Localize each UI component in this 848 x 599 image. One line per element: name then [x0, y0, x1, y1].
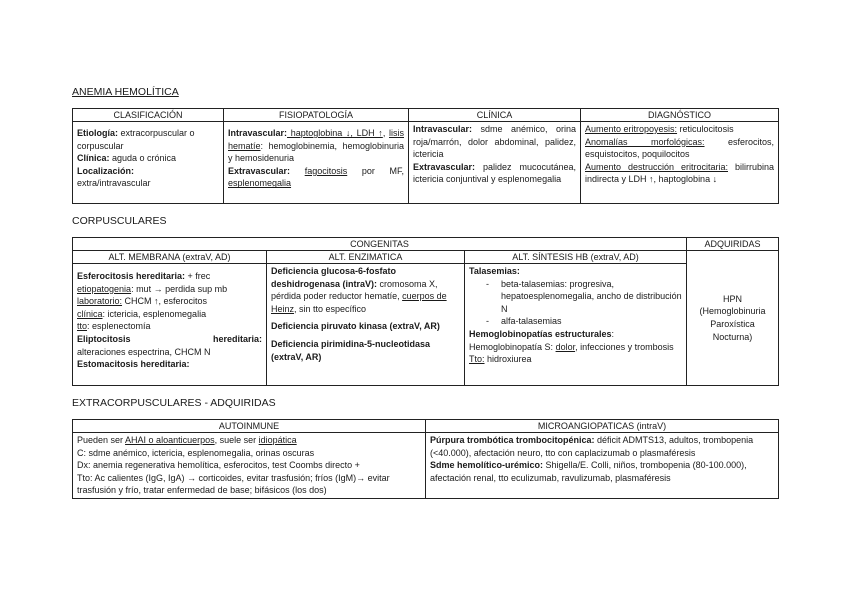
section-title-extra: EXTRACORPUSCULARES - ADQUIRIDAS — [72, 397, 276, 409]
corp-header-row — [73, 238, 779, 251]
header-clinica: CLÍNICA — [409, 109, 581, 122]
esfero-text: + frec — [185, 271, 211, 281]
section-title-corpusculares: CORPUSCULARES — [72, 215, 167, 227]
g6pd-rest: , sin tto específico — [294, 303, 367, 314]
estoma-label: Estomacitosis hereditaria: — [77, 359, 190, 370]
header-micro: MICROANGIOPATICAS (intraV) — [426, 420, 779, 433]
dx-l1-u: Aumento eritropoyesis: — [585, 124, 678, 134]
header-enzimatica: ALT. ENZIMATICA — [267, 251, 465, 264]
etiologia-label: Etiología: — [77, 128, 118, 138]
shu-text: Shigella/E. Colli, niños, trombopenia (80-100.000), afectación renal, tto eculizumab, ravulizumab, plasmaféresis — [430, 460, 747, 483]
extra-body-row — [73, 433, 779, 499]
cell-micro — [426, 433, 779, 499]
corpusculares-table — [72, 237, 779, 386]
localizacion-label: Localización: — [77, 165, 135, 176]
corp-subheader-row — [73, 251, 779, 264]
cell-hpn — [687, 251, 779, 386]
fisio-intra-label: Intravascular: — [228, 128, 288, 138]
clin-text: : ictericia, esplenomegalia — [102, 308, 207, 319]
cell-clinica — [409, 122, 581, 204]
ptt-text: déficit ADMTS13, adultos, trombopenia (<40.000), afectación neuro, tto con caplacizumab o plasmaféresis — [430, 435, 754, 458]
extra-header-row — [73, 420, 779, 433]
header-congenitas: CONGENITAS — [73, 238, 687, 251]
lab-u: laboratorio: — [77, 296, 123, 307]
header-autoinmune: AUTOINMUNE — [73, 420, 426, 433]
clinica-intra-label: Intravascular: — [413, 124, 473, 134]
elipto-label: Eliptocitosis hereditaria: — [77, 333, 262, 344]
fisio-extra-mid: por MF, — [347, 165, 404, 176]
corp-body-row — [73, 264, 779, 386]
cell-clasificacion — [73, 122, 224, 204]
anemia-table — [72, 108, 779, 204]
dx-l2-u: Anomalías morfológicas: — [585, 136, 705, 147]
section-title-anemia: ANEMIA HEMOLÍTICA — [72, 86, 179, 98]
fisio-intra-u1: haptoglobina ↓, LDH ↑ — [287, 128, 383, 138]
dx-l3-text: bilirrubina indirecta y LDH ↑, haptoglobina ↓ — [585, 161, 774, 185]
fisio-intra-sep: , — [382, 128, 389, 138]
hpn-line-2: (Hemoglobinuria — [699, 306, 766, 317]
esfero-label: Esferocitosis hereditaria: — [77, 271, 186, 281]
auto-l1-u1: AHAI o aloanticuerpos — [125, 435, 215, 445]
fisio-extra-label: Extravascular: — [228, 165, 291, 176]
clinica-label: Clínica: — [77, 153, 110, 164]
hbp-colon: : — [611, 328, 615, 339]
list-item: - beta-talasemias: progresiva, hepatoesplenomegalia, ancho de distribución N — [501, 278, 682, 316]
clinica-extra-text: palidez mucocutánea, ictericia conjuntival y esplenomegalia — [413, 161, 576, 185]
anemia-body-row — [73, 122, 779, 204]
ptt-label: Púrpura trombótica trombocitopénica: — [430, 435, 595, 445]
anemia-header-row — [73, 109, 779, 122]
clinica-text: aguda o crónica — [109, 153, 177, 164]
fisio-intra-u2: lisis hematíe — [228, 128, 404, 151]
hpn-line-1: HPN — [723, 293, 743, 304]
dx-l3-u: Aumento destrucción eritrocitaria: — [585, 161, 728, 172]
fisio-intra-rest: : hemoglobinemia, hemoglobinuria y hemosidenuria — [228, 140, 404, 164]
auto-l2: C: sdme anémico, ictericia, esplenomegalia, orinas oscuras — [77, 447, 315, 458]
extra-table — [72, 419, 779, 499]
cell-diagnostico — [581, 122, 779, 204]
list-item: - alfa-talasemias — [501, 315, 682, 328]
cell-membrana — [73, 264, 267, 386]
elipto-text: alteraciones espectrina, CHCM N — [77, 346, 211, 357]
clinica-intra-text: sdme anémico, orina roja/marrón, dolor abdominal, palidez, ictericia — [413, 124, 576, 160]
lab-text: CHCM ↑, esferocitos — [122, 296, 208, 307]
auto-l4: Tto: Ac calientes (IgG, IgA) → corticoides, evitar trasfusión; fríos (IgM)→ evitar trasfusión y frío, tratar enfermedad de base; bifásicos (los dos) — [77, 472, 390, 496]
etiologia-text: extracorpuscular o corpuscular — [77, 128, 195, 151]
fisio-extra-u2: esplenomegalia — [228, 178, 292, 189]
etio-text: : mut → perdida sup mb — [131, 283, 228, 294]
hbs-text: Hemoglobinopatía S: — [469, 341, 556, 352]
hbp-label: Hemoglobinopatías estructurales — [469, 328, 612, 339]
header-diagnostico: DIAGNÓSTICO — [581, 109, 779, 122]
etio-u: etiopatogenia — [77, 283, 132, 294]
fisio-extra-u1: fagocitosis — [304, 165, 348, 176]
sint-tto-text: hidroxiurea — [484, 354, 532, 365]
clinica-extra-label: Extravascular: — [413, 161, 476, 172]
sint-tto-u: Tto: — [469, 354, 485, 365]
hpn-line-3: Paroxística — [710, 319, 755, 329]
hbs-u: dolor — [555, 341, 576, 352]
g6pd-text: cromosoma X, pérdida poder reductor hematíe, — [271, 278, 438, 302]
talasemia-list — [469, 278, 682, 328]
hbs-rest: , infecciones y trombosis — [575, 341, 674, 352]
cell-sintesis — [465, 264, 687, 386]
g6pd-label: Deficiencia glucosa-6-fosfato deshidrogenasa (intraV): — [271, 266, 397, 289]
hpn-line-4: Nocturna) — [712, 331, 753, 342]
localizacion-text: extra/intravascular — [77, 178, 151, 189]
g6pd-u: cuerpos de Heinz — [271, 291, 447, 314]
header-sintesis: ALT. SÍNTESIS HB (extraV, AD) — [465, 251, 687, 264]
fisio-extra-sp — [290, 166, 305, 176]
clin-u: clínica — [77, 308, 103, 319]
header-clasificacion: CLASIFICACIÓN — [73, 109, 224, 122]
auto-l3: Dx: anemia regenerativa hemolítica, esferocitos, test Coombs directo + — [77, 460, 360, 471]
tto-u: tto — [77, 321, 88, 332]
pk-label: Deficiencia piruvato kinasa (extraV, AR) — [271, 321, 440, 332]
header-fisiopatologia: FISIOPATOLOGÍA — [224, 109, 409, 122]
dx-l1-text: reticulocitosis — [677, 124, 734, 134]
cell-autoinmune — [73, 433, 426, 499]
tala-label: Talasemias: — [469, 266, 520, 276]
cell-fisiopatologia — [224, 122, 409, 204]
auto-l1-u2: idiopática — [258, 435, 297, 445]
shu-label: Sdme hemolítico-urémico: — [430, 460, 544, 471]
cell-enzimatica — [267, 264, 465, 386]
p5n-label: Deficiencia pirimidina-5-nucleotidasa (extraV, AR) — [271, 338, 431, 362]
header-adquiridas: ADQUIRIDAS — [687, 238, 779, 251]
tto-text: : esplenectomía — [87, 321, 151, 332]
auto-l1-a: Pueden ser — [77, 435, 126, 445]
dx-l2-text: esferocitos, esquistocitos, poquilocitos — [585, 136, 774, 160]
auto-l1-b: , suele ser — [214, 435, 259, 445]
header-membrana: ALT. MEMBRANA (extraV, AD) — [73, 251, 267, 264]
